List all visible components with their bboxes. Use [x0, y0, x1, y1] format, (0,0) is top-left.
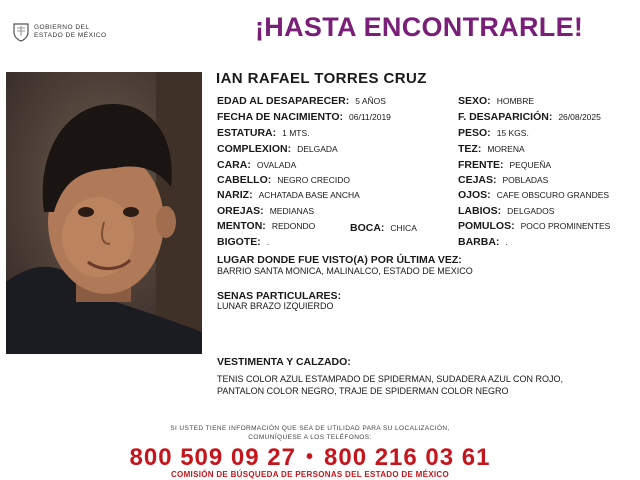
- phone-1[interactable]: 800 509 09 27: [129, 444, 296, 471]
- vestimenta-line-1: TENIS COLOR AZUL ESTAMPADO DE SPIDERMAN, SUDADERA AZUL CON ROJO,: [217, 374, 564, 384]
- field-label: F. DESAPARICIÓN:: [458, 111, 553, 123]
- field-estatura: [217, 127, 310, 139]
- field-label: BOCA:: [350, 222, 385, 234]
- field-label: COMPLEXION:: [217, 143, 292, 155]
- commission-name: COMISIÓN DE BÚSQUEDA DE PERSONAS DEL ESTADO DE MÉXICO: [170, 470, 449, 479]
- field-label: CEJAS:: [458, 174, 497, 186]
- person-photo: [6, 72, 202, 354]
- field-frente: [458, 159, 551, 171]
- info-line-1: SI USTED TIENE INFORMACIÓN QUE SEA DE UTILIDAD PARA SU LOCALIZACIÓN,: [170, 425, 450, 432]
- field-cabello: [217, 174, 350, 186]
- field-label: OJOS:: [458, 189, 491, 201]
- field-value: REDONDO: [271, 221, 316, 231]
- field-value: MEDIANAS: [269, 206, 315, 216]
- field-value: DELGADA: [297, 144, 338, 154]
- info-line-2: COMUNÍQUESE A LOS TELÉFONOS:: [248, 434, 372, 441]
- field-value: POCO PROMINENTES: [520, 221, 611, 231]
- field-bigote: [217, 236, 269, 248]
- field-value: NEGRO CRECIDO: [277, 175, 350, 185]
- lugar-value: BARRIO SANTA MONICA, MALINALCO, ESTADO DE MEXICO: [217, 266, 473, 276]
- field-nariz: [217, 189, 360, 201]
- gov-line-1: GOBIERNO DEL: [34, 24, 90, 31]
- field-complexion: [217, 143, 338, 155]
- field-value: .: [505, 237, 508, 247]
- field-label: FECHA DE NACIMIENTO:: [217, 111, 343, 123]
- field-value: .: [266, 237, 270, 247]
- crest-icon: [12, 22, 30, 42]
- gov-line-2: ESTADO DE MÉXICO: [34, 32, 107, 39]
- field-peso: [458, 127, 529, 139]
- person-name: IAN RAFAEL TORRES CRUZ: [216, 70, 427, 87]
- senas-label: SENAS PARTICULARES:: [217, 290, 342, 302]
- field-value: OVALADA: [256, 160, 297, 170]
- government-logo: [12, 20, 122, 46]
- field-label: SEXO:: [458, 95, 491, 107]
- field-value: 26/08/2025: [558, 112, 601, 122]
- field-label: POMULOS:: [458, 220, 515, 232]
- field-fecha-desaparicion: [458, 111, 601, 123]
- field-label: NARIZ:: [217, 189, 253, 201]
- field-label: CARA:: [217, 159, 251, 171]
- field-fecha-nacimiento: [217, 111, 391, 123]
- field-label: CABELLO:: [217, 174, 272, 186]
- field-value: HOMBRE: [496, 96, 534, 106]
- field-menton: [217, 220, 315, 232]
- field-label: FRENTE:: [458, 159, 504, 171]
- field-orejas: [217, 205, 314, 217]
- field-labios: [458, 205, 554, 217]
- field-cara: [217, 159, 296, 171]
- field-value: 1 MTS.: [282, 128, 310, 138]
- field-value: ACHATADA BASE ANCHA: [258, 190, 360, 200]
- field-ojos: [458, 189, 609, 201]
- phone-2[interactable]: 800 216 03 61: [324, 444, 491, 471]
- vestimenta-line-2: PANTALON COLOR NEGRO, TRAJE DE SPIDERMAN COLOR NEGRO: [217, 386, 509, 396]
- field-tez: [458, 143, 525, 155]
- field-value: POBLADAS: [502, 175, 549, 185]
- field-value: 15 KGS.: [496, 128, 529, 138]
- field-label: ESTATURA:: [217, 127, 277, 139]
- headline: ¡HASTA ENCONTRARLE!: [255, 12, 584, 42]
- field-label: PESO:: [458, 127, 491, 139]
- lugar-label: LUGAR DONDE FUE VISTO(A) POR ÚLTIMA VEZ:: [217, 254, 462, 266]
- phone-numbers: [0, 444, 620, 472]
- field-label: MENTON:: [217, 220, 266, 232]
- field-value: 06/11/2019: [349, 112, 391, 122]
- field-label: OREJAS:: [217, 205, 264, 217]
- field-value: CHICA: [390, 223, 417, 233]
- field-value: 5 AÑOS: [355, 96, 386, 106]
- field-boca: [350, 222, 417, 234]
- field-value: MORENA: [487, 144, 525, 154]
- field-label: BARBA:: [458, 236, 500, 248]
- separator-dot: •: [305, 446, 314, 468]
- field-label: EDAD AL DESAPARECER:: [217, 95, 350, 107]
- field-value: DELGADOS: [507, 206, 555, 216]
- field-label: BIGOTE:: [217, 236, 261, 248]
- field-barba: [458, 236, 508, 248]
- field-value: PEQUEÑA: [509, 160, 552, 170]
- field-label: TEZ:: [458, 143, 482, 155]
- field-pomulos: [458, 220, 610, 232]
- field-sexo: [458, 95, 534, 107]
- field-edad: [217, 95, 386, 107]
- field-label: LABIOS:: [458, 205, 502, 217]
- senas-value: LUNAR BRAZO IZQUIERDO: [217, 301, 334, 311]
- field-value: CAFE OBSCURO GRANDES: [496, 190, 610, 200]
- vestimenta-label: VESTIMENTA Y CALZADO:: [217, 356, 351, 368]
- field-cejas: [458, 174, 548, 186]
